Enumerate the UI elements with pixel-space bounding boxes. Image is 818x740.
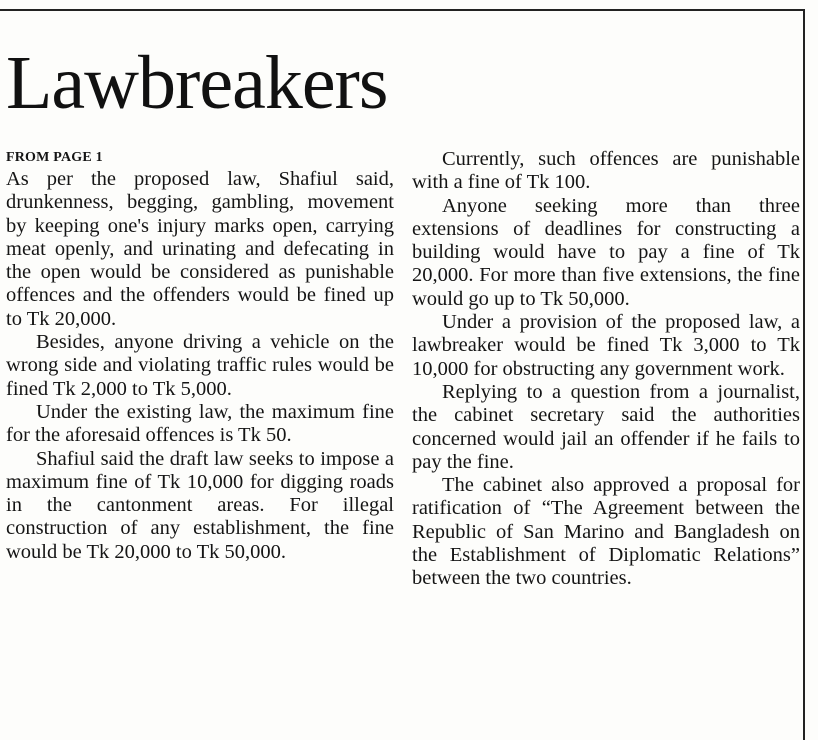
paragraph: Shafiul said the draft law seeks to impose a maximum fine of Tk 10,000 for digging roads in the cantonment areas. For illegal construction of any establishment, the fine would be Tk 20,000 to Tk 50,000. xyxy=(6,447,394,563)
kicker: FROM PAGE 1 xyxy=(6,150,103,165)
top-rule xyxy=(0,9,804,11)
paragraph: Replying to a question from a journalist, the cabinet secretary said the authorities concerned would jail an offender if he fails to pay the fine. xyxy=(412,380,800,473)
paragraph: Under a provision of the proposed law, a lawbreaker would be fined Tk 3,000 to Tk 10,000 for obstructing any government work. xyxy=(412,311,800,380)
column-rule xyxy=(803,9,805,740)
paragraph: As per the proposed law, Shafiul said, drunkenness, begging, gambling, movement by keeping one's injury marks open, carrying meat openly, and urinating and defecating in the open would be considered as punishable offences and the offenders would be fined up to Tk 20,000. xyxy=(6,168,394,330)
paragraph: Anyone seeking more than three extensions of deadlines for constructing a building would have to pay a fine of Tk 20,000. For more than five extensions, the fine would go up to Tk 50,000. xyxy=(412,194,800,310)
paragraph: Currently, such offences are punishable with a fine of Tk 100. xyxy=(412,148,800,194)
paragraph: Besides, anyone driving a vehicle on the wrong side and violating traffic rules would be fined Tk 2,000 to Tk 5,000. xyxy=(6,331,394,400)
right-column xyxy=(412,148,800,591)
headline: Lawbreakers xyxy=(6,41,388,125)
left-column xyxy=(6,148,394,564)
paragraph: Under the existing law, the maximum fine for the aforesaid offences is Tk 50. xyxy=(6,400,394,447)
paragraph: The cabinet also approved a proposal for ratification of “The Agreement between the Republic of San Marino and Bangladesh on the Establishment of Diplomatic Relations” between the two countries. xyxy=(412,474,800,590)
